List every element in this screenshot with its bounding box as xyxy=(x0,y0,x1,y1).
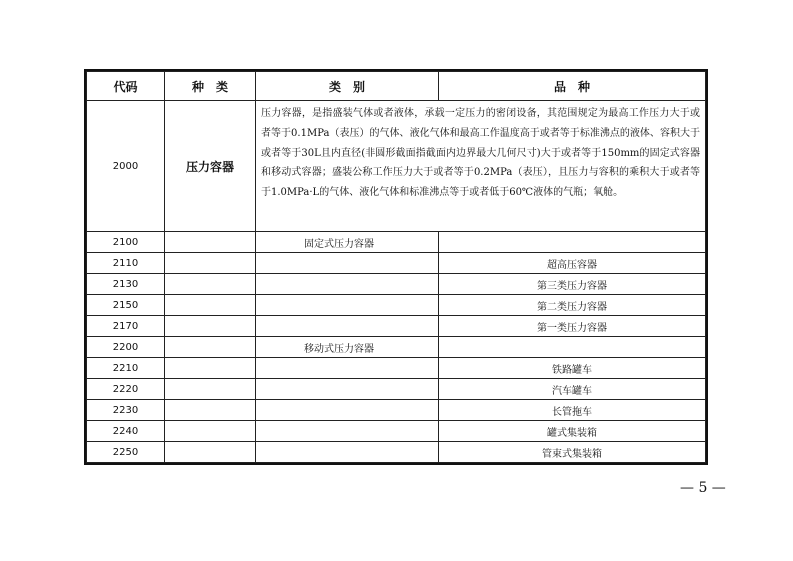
row-category xyxy=(256,253,439,274)
row-variety: 铁路罐车 xyxy=(439,358,706,379)
row-code: 2100 xyxy=(87,232,165,253)
table-row xyxy=(87,232,706,253)
row-kind xyxy=(165,442,256,463)
row-code: 2230 xyxy=(87,400,165,421)
header-variety: 品 种 xyxy=(439,72,706,101)
row-code: 2240 xyxy=(87,421,165,442)
header-code: 代码 xyxy=(87,72,165,101)
row-kind xyxy=(165,232,256,253)
row-variety: 管束式集装箱 xyxy=(439,442,706,463)
table-row xyxy=(87,316,706,337)
page-number: — 5 — xyxy=(680,480,726,496)
row-variety: 汽车罐车 xyxy=(439,379,706,400)
row-code: 2150 xyxy=(87,295,165,316)
row-code: 2130 xyxy=(87,274,165,295)
row-kind xyxy=(165,274,256,295)
classification-table-frame xyxy=(84,69,708,465)
table-row xyxy=(87,400,706,421)
row-category xyxy=(256,421,439,442)
row-category xyxy=(256,442,439,463)
row-category xyxy=(256,316,439,337)
row-variety xyxy=(439,337,706,358)
row-code: 2210 xyxy=(87,358,165,379)
row-category: 移动式压力容器 xyxy=(256,337,439,358)
row-variety: 超高压容器 xyxy=(439,253,706,274)
row-code: 2110 xyxy=(87,253,165,274)
row-variety: 罐式集装箱 xyxy=(439,421,706,442)
row-kind xyxy=(165,316,256,337)
row-kind xyxy=(165,421,256,442)
main-row-kind: 压力容器 xyxy=(165,101,256,232)
main-row-code: 2000 xyxy=(87,101,165,232)
row-variety: 长管拖车 xyxy=(439,400,706,421)
row-category xyxy=(256,379,439,400)
row-kind xyxy=(165,400,256,421)
classification-table xyxy=(86,71,706,463)
row-category xyxy=(256,400,439,421)
row-kind xyxy=(165,253,256,274)
row-category xyxy=(256,358,439,379)
row-variety xyxy=(439,232,706,253)
table-row xyxy=(87,379,706,400)
header-category: 类 别 xyxy=(256,72,439,101)
row-category: 固定式压力容器 xyxy=(256,232,439,253)
row-kind xyxy=(165,379,256,400)
table-row xyxy=(87,421,706,442)
row-variety: 第一类压力容器 xyxy=(439,316,706,337)
row-kind xyxy=(165,295,256,316)
table-row xyxy=(87,337,706,358)
main-row-description: 压力容器，是指盛装气体或者液体，承载一定压力的密闭设备，其范围规定为最高工作压力大于或者等于0.1MPa（表压）的气体、液化气体和最高工作温度高于或者等于标准沸点的液体、容积大于或者等于30L且内直径(非圆形截面指截面内边界最大几何尺寸)大于或者等于150mm的固定式容器和移动式容器；盛装公称工作压力大于或者等于0.2MPa（表压），且压力与容积的乘积大于或者等于1.0MPa·L的气体、液化气体和标准沸点等于或者低于60℃液体的气瓶；氧舱。 xyxy=(256,101,706,232)
table-row xyxy=(87,274,706,295)
row-kind xyxy=(165,358,256,379)
row-code: 2200 xyxy=(87,337,165,358)
main-row xyxy=(87,101,706,232)
row-category xyxy=(256,274,439,295)
row-kind xyxy=(165,337,256,358)
table-row xyxy=(87,358,706,379)
row-code: 2250 xyxy=(87,442,165,463)
header-kind: 种 类 xyxy=(165,72,256,101)
row-code: 2220 xyxy=(87,379,165,400)
row-variety: 第二类压力容器 xyxy=(439,295,706,316)
row-category xyxy=(256,295,439,316)
row-code: 2170 xyxy=(87,316,165,337)
table-header-row xyxy=(87,72,706,101)
table-row xyxy=(87,253,706,274)
table-row xyxy=(87,295,706,316)
row-variety: 第三类压力容器 xyxy=(439,274,706,295)
table-row xyxy=(87,442,706,463)
